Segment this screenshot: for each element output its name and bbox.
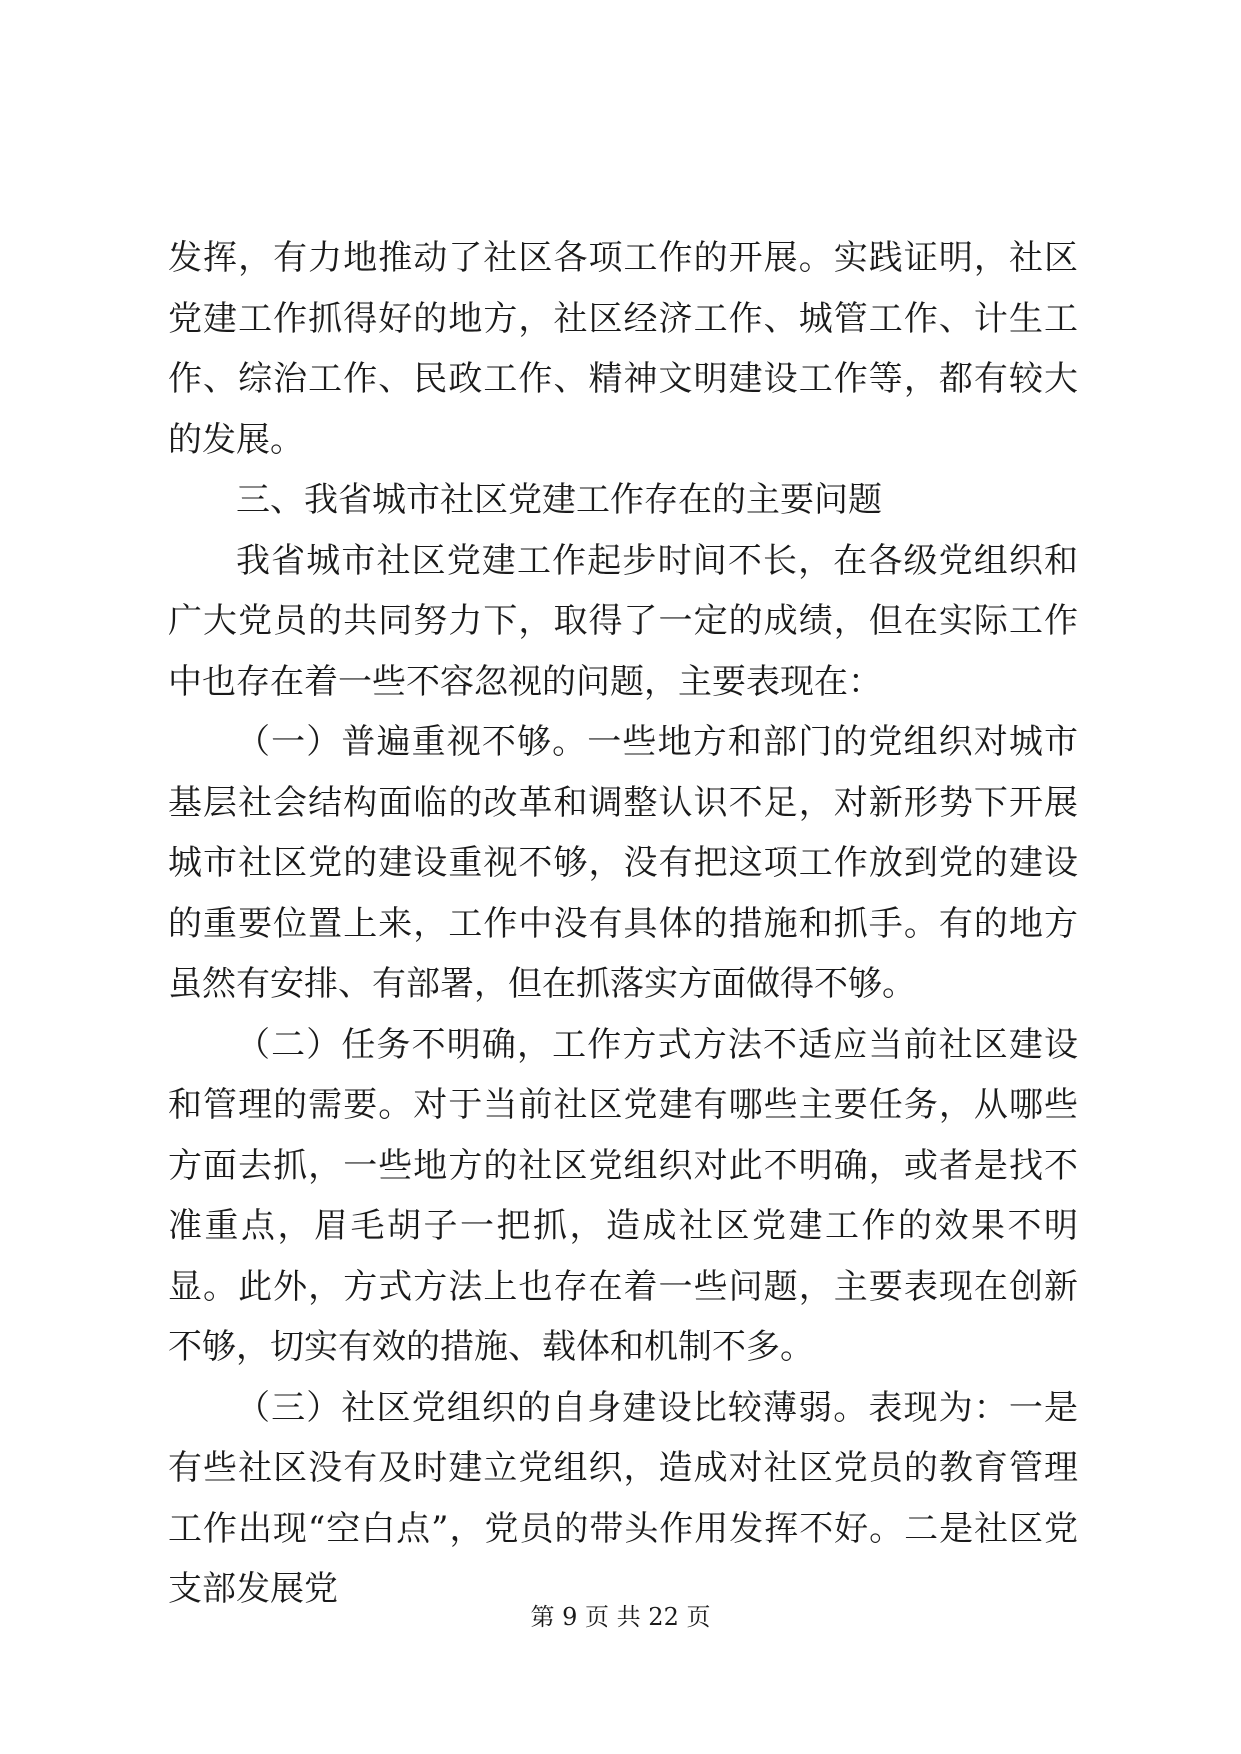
paragraph-item-1: （一）普遍重视不够。一些地方和部门的党组织对城市基层社会结构面临的改革和调整认识不足，对新形势下开展城市社区党的建设重视不够，没有把这项工作放到党的建设的重要位置上来，工作中没有具体的措施和抓手。有的地方虽然有安排、有部署，但在抓落实方面做得不够。 <box>168 722 1078 1004</box>
document-body <box>168 228 1078 1620</box>
paragraph-item-2: （二）任务不明确，工作方式方法不适应当前社区建设和管理的需要。对于当前社区党建有哪些主要任务，从哪些方面去抓，一些地方的社区党组织对此不明确，或者是找不准重点，眉毛胡子一把抓，造成社区党建工作的效果不明显。此外，方式方法上也存在着一些问题，主要表现在创新不够，切实有效的措施、载体和机制不多。 <box>168 1024 1078 1367</box>
page-number-footer: 第 9 页 共 22 页 <box>530 1603 711 1631</box>
section-heading: 三、我省城市社区党建工作存在的主要问题 <box>236 480 882 520</box>
paragraph-intro: 我省城市社区党建工作起步时间不长，在各级党组织和广大党员的共同努力下，取得了一定的成绩，但在实际工作中也存在着一些不容忽视的问题，主要表现在： <box>168 540 1078 702</box>
paragraph-item-3: （三）社区党组织的自身建设比较薄弱。表现为：一是有些社区没有及时建立党组织，造成对社区党员的教育管理工作出现“空白点”，党员的带头作用发挥不好。二是社区党支部发展党 <box>168 1387 1078 1609</box>
paragraph-continuation: 发挥，有力地推动了社区各项工作的开展。实践证明，社区党建工作抓得好的地方，社区经济工作、城管工作、计生工作、综治工作、民政工作、精神文明建设工作等，都有较大的发展。 <box>168 238 1078 460</box>
